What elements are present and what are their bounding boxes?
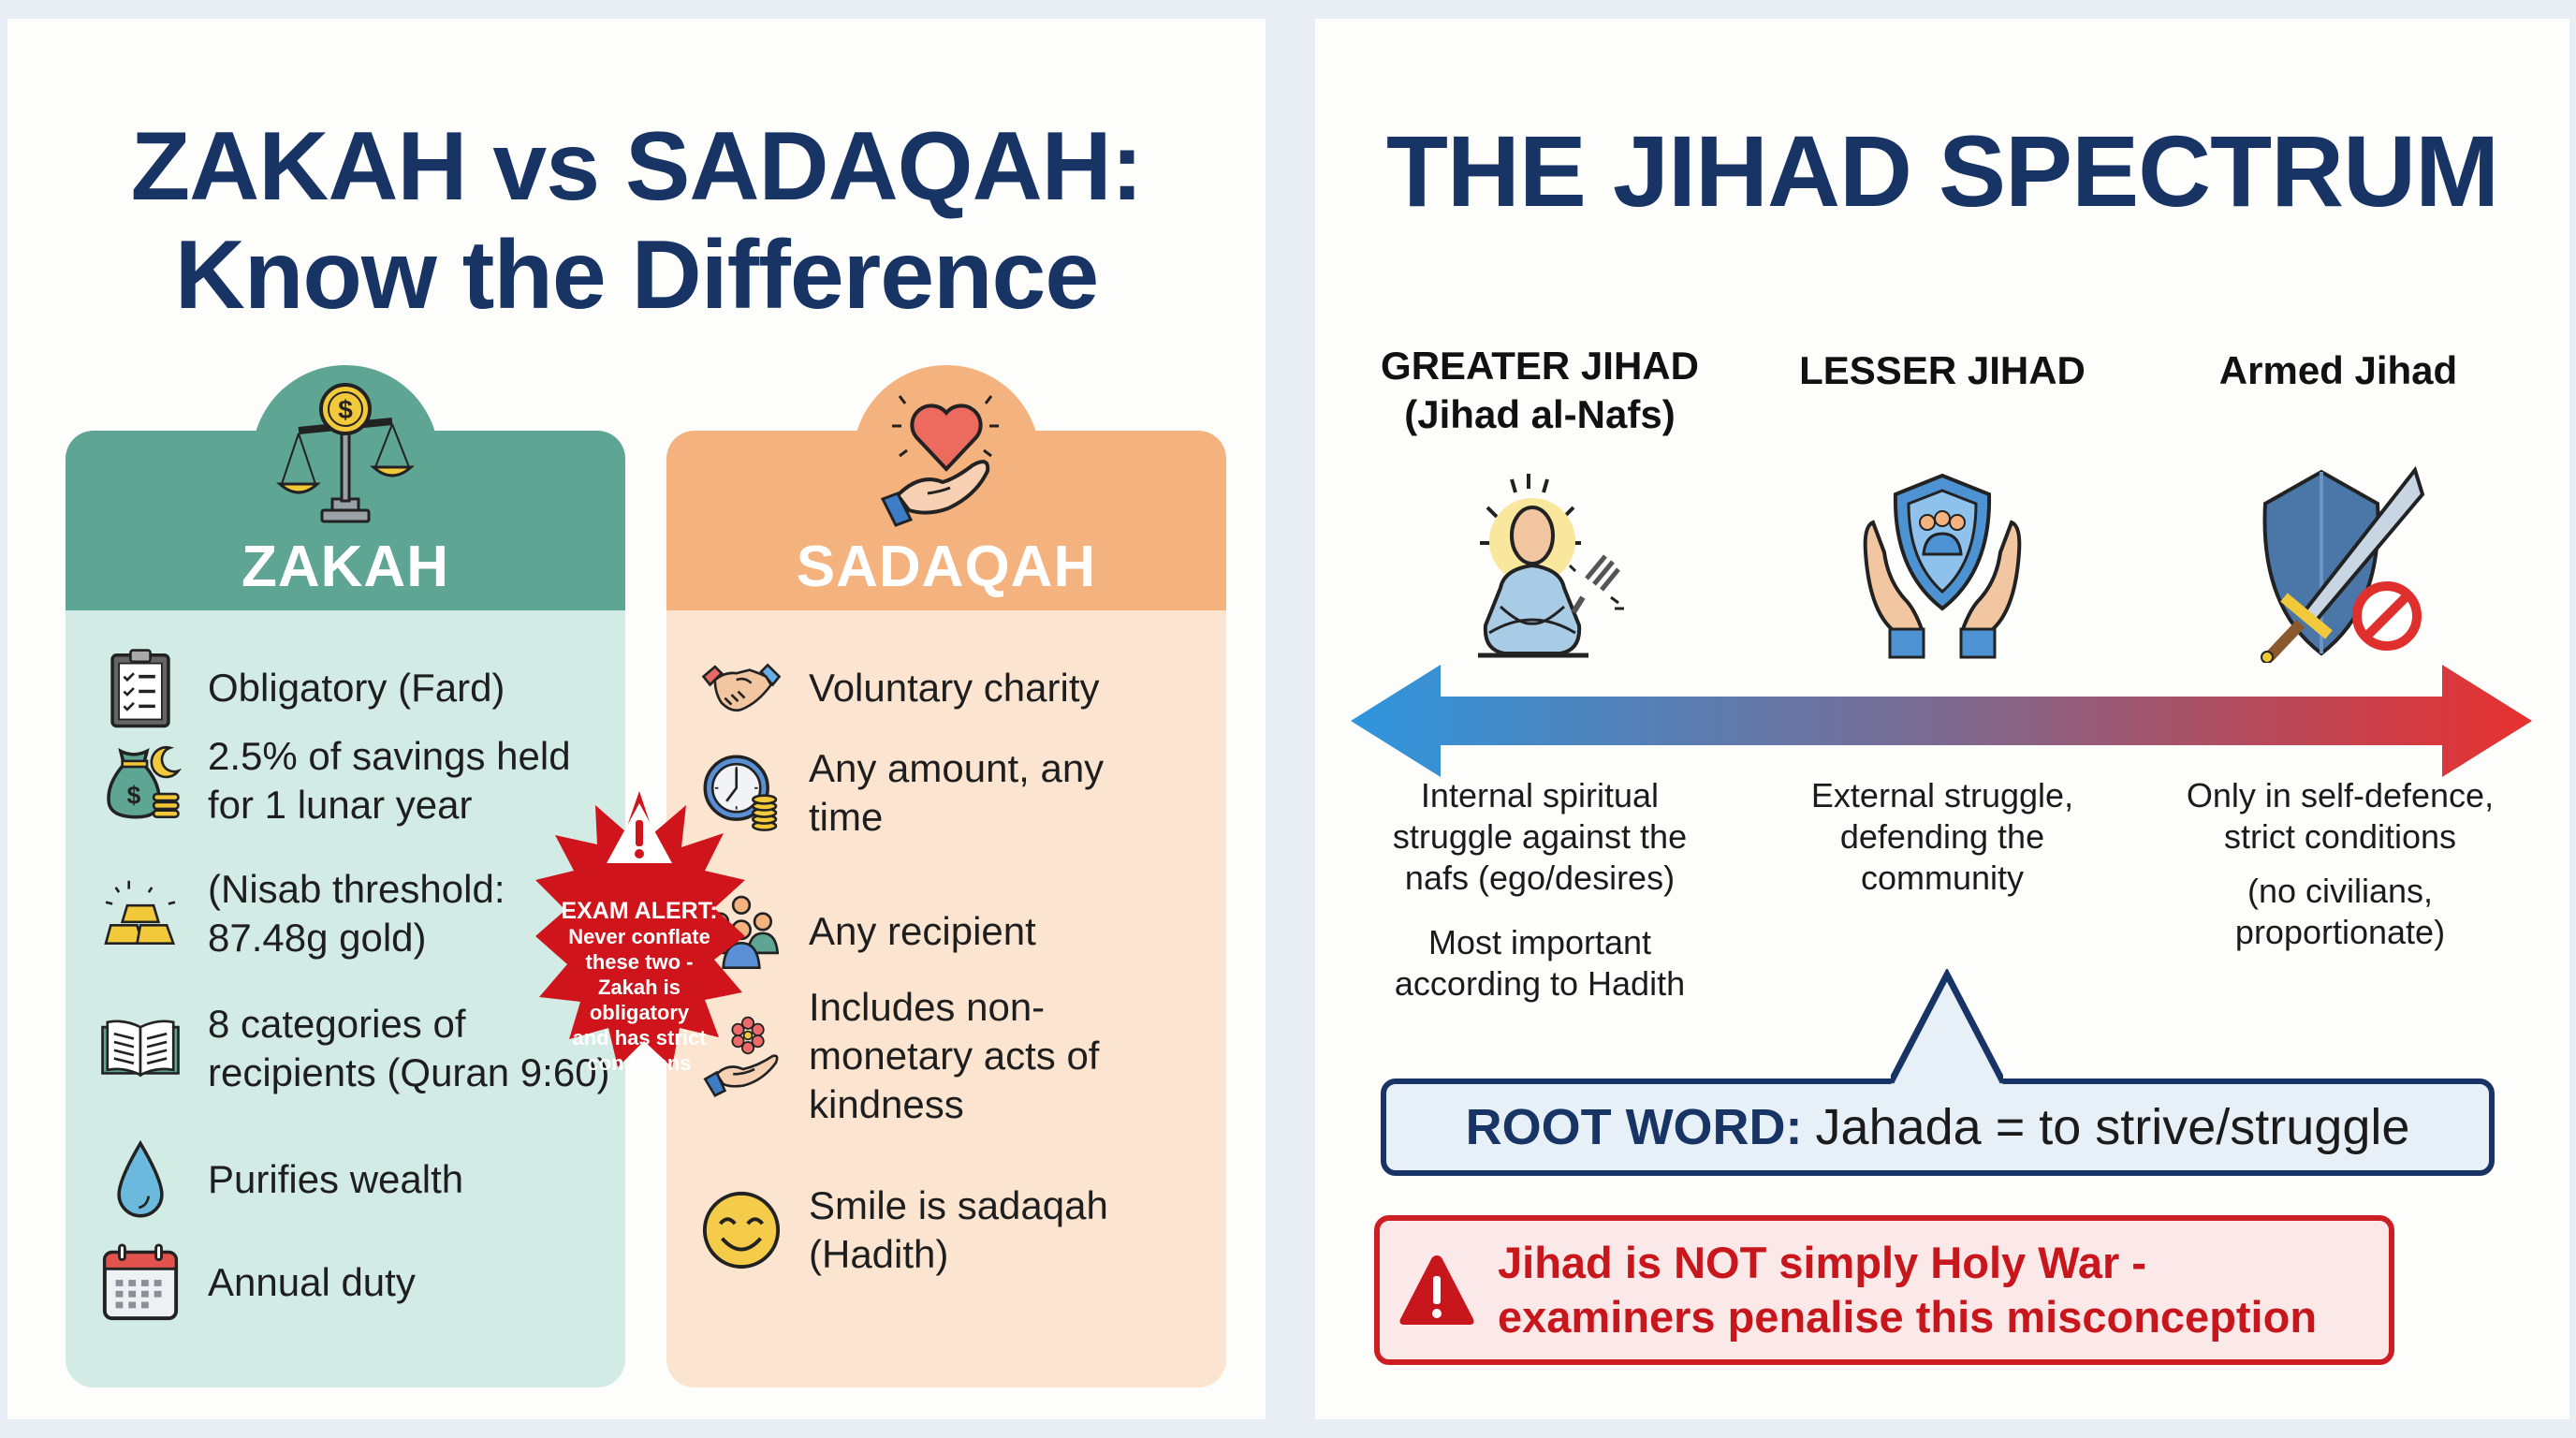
item-text: 8 categories of recipients (Quran 9:60) xyxy=(208,1002,610,1094)
svg-text:$: $ xyxy=(126,781,141,810)
sadaqah-item xyxy=(695,744,1104,842)
scales-coin-icon xyxy=(271,379,420,529)
hands-shield-community-icon xyxy=(1858,468,2027,665)
sadaqah-item xyxy=(695,983,1099,1129)
item-text: Includes non- monetary acts of kindness xyxy=(809,985,1100,1126)
gold-bars-icon xyxy=(94,867,187,961)
armed-jihad-description: Only in self-defence, strict conditions xyxy=(2186,776,2495,856)
money-bag-moon-icon xyxy=(94,734,187,828)
jihad-spectrum-panel xyxy=(1315,19,2569,1419)
armed-jihad-heading: Armed Jihad xyxy=(2218,348,2458,392)
zakah-item xyxy=(94,1236,416,1329)
callout-pointer xyxy=(1891,969,2003,1086)
greater-jihad-note: Most important according to Hadith xyxy=(1394,923,1686,1003)
item-text: Any amount, any time xyxy=(809,746,1105,839)
item-text: Smile is sadaqah (Hadith) xyxy=(809,1183,1108,1276)
zakah-item xyxy=(94,641,505,735)
misconception-warning xyxy=(1374,1215,2394,1365)
armed-jihad-note: (no civilians, proportionate) xyxy=(2234,872,2446,951)
item-text: 2.5% of savings held for 1 lunar year xyxy=(208,734,571,827)
title-line-1: ZAKAH vs SADAQAH: xyxy=(130,112,1143,221)
broken-fork-icon xyxy=(1570,556,1624,612)
title-line-2: Know the Difference xyxy=(174,221,1099,330)
sadaqah-heading: SADAQAH xyxy=(796,535,1097,599)
item-text: Voluntary charity xyxy=(809,666,1100,710)
exam-alert-badge xyxy=(532,786,747,1077)
warning-triangle-icon xyxy=(1397,1250,1477,1330)
page-title xyxy=(7,112,1266,330)
root-word-value: Jahada = to strive/struggle xyxy=(1815,1099,2410,1155)
zakah-heading: ZAKAH xyxy=(242,535,449,599)
exam-alert-text: EXAM ALERT: Never conflate these two - Zakah is obligatory and has strict conditions xyxy=(561,898,718,1075)
sadaqah-item xyxy=(695,641,1100,735)
clipboard-checklist-icon xyxy=(94,641,187,735)
hand-heart-icon xyxy=(871,379,1021,529)
warning-text: Jihad is NOT simply Holy War - examiners penalise this misconception xyxy=(1498,1238,2318,1342)
greater-jihad-description: Internal spiritual struggle against the nafs (ego/desires) xyxy=(1392,776,1688,897)
zakah-item xyxy=(94,1133,463,1226)
lesser-jihad-description: External struggle, defending the community xyxy=(1810,776,2074,897)
item-text: Any recipient xyxy=(809,909,1036,953)
root-word-callout xyxy=(1381,1078,2495,1176)
item-text: Obligatory (Fard) xyxy=(208,666,505,710)
zakah-item xyxy=(94,732,571,829)
root-word-label: ROOT WORD: xyxy=(1465,1099,1803,1155)
svg-text:$: $ xyxy=(338,395,353,424)
meditating-person-icon xyxy=(1446,466,1633,663)
calendar-icon xyxy=(94,1236,187,1329)
page-title: THE JIHAD SPECTRUM xyxy=(1385,114,2499,227)
sadaqah-card xyxy=(666,431,1226,1387)
smiley-face-icon xyxy=(695,1183,788,1277)
spectrum-arrow xyxy=(1351,665,2532,777)
lesser-jihad-heading: LESSER JIHAD xyxy=(1799,348,2086,392)
shield-sword-prohibited-icon xyxy=(2247,466,2434,663)
open-book-icon xyxy=(94,1002,187,1095)
handshake-icon xyxy=(695,641,788,735)
zakah-sadaqah-panel xyxy=(7,19,1266,1419)
sadaqah-item xyxy=(695,1181,1108,1279)
item-text: (Nisab threshold: 87.48g gold) xyxy=(208,867,505,960)
greater-jihad-heading: GREATER JIHAD (Jihad al-Nafs) xyxy=(1381,344,1699,436)
item-text: Annual duty xyxy=(208,1260,416,1304)
zakah-item xyxy=(94,865,505,962)
item-text: Purifies wealth xyxy=(208,1157,464,1201)
water-drop-icon xyxy=(94,1133,187,1226)
